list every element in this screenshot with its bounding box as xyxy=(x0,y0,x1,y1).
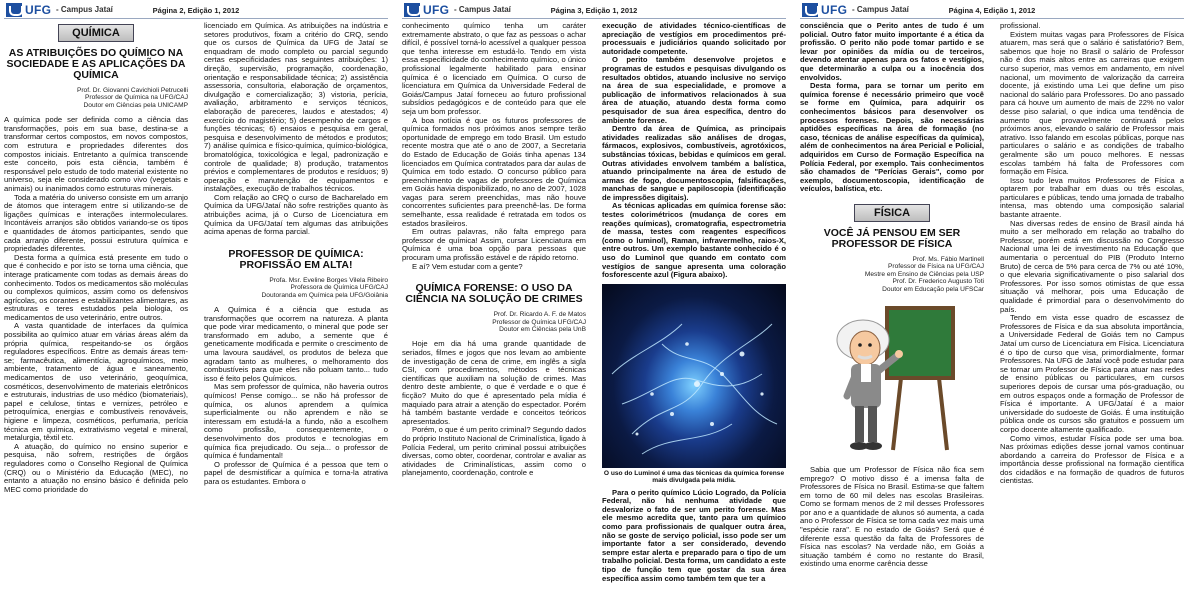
einstein-cartoon xyxy=(827,300,957,460)
author-role: Professora de Química UFG/CAJ xyxy=(290,284,388,292)
author-name: Prof. Dr. Giovanni Cavichioli Petrucelli xyxy=(76,87,188,94)
paragraph: Em outras palavras, não falta emprego para professor de química! Assim, cursar Licenciatura em Química é uma boa opção para pessoas que procuram uma profissão estável e de rápido retorno. xyxy=(402,227,586,263)
author-role: Professor de Química UFG/CAJ xyxy=(492,318,586,326)
campus-label: - Campus Jataí xyxy=(852,5,909,14)
paragraph: licenciado em Química. As atribuições na indústria e setores produtivos, fixam a critério do CRQ, sendo que os cursos de Química da UFG de Jataí se enquadram de modo completo ou parcial segundo certas especificidades nas seguintes atribuições: 1) direção, supervisão, programação, coordenação, orientação e responsabilidade técnica; 2) assistência assessoria, consultoria, elaboração de orçamentos, divulgação e comercialização; 3) vistoria, perícia, avaliação, arbitramento e serviços técnicos, elaboração de pareceres, laudos e atestados; 4) exercício do magistério; 5) desempenho de cargos e funções técnicas; 6) ensaios e pesquisa em geral, pesquisa e desenvolvimento de métodos e produtos; 7) análise química e físico-química, químico-biológica, bromatológica, toxicológica e legal, padronização e controle de qualidade; 8) produção, tratamentos prévios e complementares de produtos e resíduos; 9) operação e manutenção de equipamentos e instalações, execução de trabalhos técnicos. xyxy=(204,22,388,194)
author-name: Profa. Msr. Eveline Borges Vilela Ribeiro xyxy=(269,276,388,284)
paragraph: A vasta quantidade de interfaces da química possibilita ao químico atuar em várias áreas além da própria química, respeitando-se os órgãos reguladores específicos. Entre as demais áreas tem-se; farmacêutica, alimentícia, agroquímicos, meio ambiente, tratamento de água e saneamento, medicamentos de uso veterinário, geoquímica, cosméticos, desenvolvimento de materiais eletrônicos e estruturais, industrias de uso médico (biomateriais), papel e celulose, tintas e vernizes, petróleo e petroquímica, energias e combustíveis renováveis, higiene e limpeza, cosméticos, perfumaria, perícia técnica em química, extrativismo vegetal e mineral, metalurgia, têxtil etc. xyxy=(4,321,188,443)
article-title: AS ATRIBUIÇÕES DO QUÍMICO NA SOCIEDADE E AS APLICAÇÕES DA QUÍMICA xyxy=(6,47,186,81)
paragraph: Com relação ao CRQ o curso de Bacharelado em Química da UFG/Jataí não sofre restrições quanto às atribuições acima, já o Curso de Licenciatura em Química da UFG/Jataí tem algumas das atribuições acima apenas de forma parcial. xyxy=(204,192,388,237)
paragraph: Mas sem professor de química, não haveria outros químicos! Pense comigo... se não há professor de química, os alunos aprendem a química superficialmente ou não aprendem e não se interessam em estudá-la a fundo, não a escolhem como profissão, consequentemente, o desenvolvimento dos produtos e tecnologias em química fica prejudicado. Ou seja... o professor de química é fundamental! xyxy=(204,382,388,461)
author-degree: Doutor em Ciências pela UNICAMP xyxy=(83,101,188,109)
paragraph: consciência que o Perito antes de tudo é um policial. Outro fator muito importante é a ética da profissão. O perito não pode tomar partido e se levar por opiniões da mídia ou de terceiros, devendo atentar apenas para os fatos e vestígios, que determinarão a culpa ou a inocência dos envolvidos. xyxy=(800,22,984,82)
author-name: Prof. Ms. Fábio Martinell xyxy=(912,255,984,263)
paragraph: Nas diversas redes de ensino de Brasil ainda há muito a ser melhorado em relação ao trabalho do Professor, porém está em discussão no Congresso Nacional uma lei de investimento na Educação que aumentaria o percentual do PIB (Produto Interno Bruto) de cerca de 5% para cerca de 7% ou até 10%, o que elevaria significativamente o piso salarial dos Professores. Por isso somos otimistas de que essa situação vá melhorar, pois uma Educação de qualidade é primordial para o desenvolvimento do país. xyxy=(1000,218,1184,314)
paragraph: A atuação, do químico no ensino superior e pesquisa, não sofrem, restrições de órgãos reguladores como o Conselho Regional de Química (CRQ) ou o Ministério da Educação (MEC), no entanto a atuação no ensino básico é definida pelo MEC como prioridade do xyxy=(4,441,188,494)
paragraph: Como vimos, estudar Física pode ser uma boa. Nas próximas edições desse jornal vamos continuar abordando a carreira do Professor de Física e a importância desse profissional na formação científica dos cidadãos e na formação de quadros de futuros cientistas. xyxy=(1000,433,1184,486)
paragraph: Sabia que um Professor de Física não fica sem emprego? O motivo disso é a imensa falta de Professores de Física no Brasil. Estima-se que faltem em torno de 60 mil deles nas escolas Brasileiras. Como se formam menos de 2 mil desses Professores por ano e a quantidade de alunos só aumenta, a cada ano o Professor de Física se torna cada vez mais uma "espécie rara". E no estado de Goiás? Será que é diferente essa questão da falta de Professores de Física nas escolas? Na verdade não, em Goiás a situação também é como no restante do Brasil, existindo uma enorme carência desse xyxy=(800,464,984,569)
column-right xyxy=(602,22,786,592)
paragraph: Tendo em vista esse quadro de escassez de Professores de Física e da sua absoluta importância, a Universidade Federal de Goiás tem no Campus Jataí um curso de Licenciatura em Física. Licenciatura é o tipo de curso que visa, primordialmente, formar Professores. Na UFG de Jataí você pode estudar para se tornar um Professor de Física para atuar nas redes de ensino públicas ou particulares, em cursos superiores depois de cursar uma pós-graduação, ou em outros espaços onde a formação de Professor de Física é importante. A UFG/Jataí é a maior universidade do sudoeste de Goiás. É uma instituição pública onde os cursos são gratuitos e possuem um corpo docente altamente qualificado. xyxy=(1000,313,1184,434)
paragraph: E aí? Vem estudar com a gente? xyxy=(412,261,523,271)
section-label-fisica: FÍSICA xyxy=(854,204,930,222)
paragraph: As técnicas aplicadas em química forense são: testes colorimétricos (mudança de cores em reações químicas), cromatografia, espectrometria de massa, testes com reagentes específicos (como o luminol), Raman, infravermelho, raios-X, entre outros. Um exemplo bastante conhecido é o uso do Luminol que quando em contato com vestígios de sangue apresenta uma coloração fosforescente azul (Figura abaixo). xyxy=(602,201,786,280)
paragraph: Existem muitas vagas para Professores de Física atuarem, mas será que o salário é satisfatório? Bem, sabemos que hoje no Brasil o salário de Professor não é dos mais altos entre as carreiras que exigem curso superior, mas vemos em andamento, em nível nacional, um movimento de valorização da carreira docente, já existindo uma Lei que define um piso nacional do salário para Professores. Do ano passado para cá houve um aumento de mais de 22% no valor desse piso salarial, o que indica uma tendência de aumento que provavelmente continuará pelos próximos anos, elevando o salário de Professor mais atrativo. Isso falando em escolas públicas, porque nas particulares o salário e as condições de trabalho geralmente são um pouco melhores. E nessas escolas também há falta de Professores com formação em Física. xyxy=(1000,29,1184,177)
page-header xyxy=(402,2,786,19)
paragraph: Toda a matéria do universo consiste em um arranjo de átomos que interagem entre si utilizando-se de ligações químicas e interações intermoleculares. Incontáveis arranjos são obtidos variando-se os tipos e quantidades de átomos participantes, sendo que cada arranjo diferente, possui estrutura química e propriedades diferentes. xyxy=(4,192,188,254)
paragraph: A química pode ser definida como a ciência das transformações, pois em sua base, destina-se a transformar certos compostos, em novos compostos, com estrutura e propriedades diferentes dos compostos iniciais. Entretanto a química transcende este conceito, pois esta ciência, também é responsável pelo estudo de todo material existente no universo, seja ele considerado como vivo (vegetais e animais) ou inanimados como estruturas minerais. xyxy=(4,115,188,193)
paragraph: Para o perito químico Lúcio Logrado, da Polícia Federal, não há nenhuma atividade que desvalorize o fato de ser um perito forense. Mas ele mesmo acredita que, tanto para um químico como para profissionais de qualquer outra área, não se goste de serviço policial, isso pode ser um importante fator a ser considerado, devendo sempre estar alerta e preparado para o tipo de um trabalho policial. Desta forma, um candidato a este tipo de função tem que gostar da sua área específica assim como também tem que ter a xyxy=(602,487,786,583)
author-role: Professor de Física na UFG/CAJ xyxy=(887,263,984,271)
luminol-glow-icon xyxy=(602,284,786,468)
byline xyxy=(402,311,586,333)
article-title: VOCÊ JÁ PENSOU EM SER PROFESSOR DE FÍSICA xyxy=(823,226,961,250)
column-right xyxy=(204,22,388,592)
page-info: Página 4, Edição 1, 2012 xyxy=(948,6,1036,15)
byline xyxy=(204,277,388,299)
column-left xyxy=(800,22,984,592)
paragraph: conhecimento químico tenha um caráter extremamente abstrato, o que faz as pessoas o achar difícil, é possível torná-lo acessível a qualquer pessoa que tenha interesse em estudá-lo. Tendo em vista essa especificidade do conhecimento químico, o único profissional legalmente habilitado para ensinar química é o licenciado em Química. O curso de licenciatura em Química da Universidade Federal de Goiás/Campus Jataí forneceu ao futuro profissional subsídios pedagógicos e de conteúdo para que ele seja um bom professor. xyxy=(402,22,586,116)
newspaper-page-2 xyxy=(4,0,388,594)
author-degree: Mestre em Ensino de Ciências pela USP xyxy=(864,270,984,278)
paragraph: O perito também desenvolve projetos e programas de estudos e pesquisas divulgando os resultados obtidos, atuando inclusive no serviço na área de sua especialidade, e promove a publicação de informativos relacionados à sua área de atuação, atuando desta forma como pesquisador de sua área específica, dentro do ambiente forense. xyxy=(602,55,786,125)
paragraph: Dentro da área de Química, as principais atividades realizadas são análises de drogas, fármacos, explosivos, combustíveis, agrotóxicos, substâncias tóxicas, bebidas e químicos em geral. Outras atividades envolvem também a balística, atuando principalmente na área de estudo de armas de fogo, documentoscopia, falsificações, manchas de sangue e papiloscopia (identificação de impressões digitais). xyxy=(602,124,786,202)
paragraph: A boa notícia é que os futuros professores de química formados nos próximos anos sempre terão oportunidade de emprego em todo Brasil. Um estudo recente mostra que até o ano de 2007, a Secretaria do Estado de Educação de Goiás tinha apenas 134 licenciados em Química contratados para dar aulas de Química em todo estado. O concurso público para preenchimento de vagas de professores de Química em Goiás havia disponibilizado, no ano de 2007, 1028 vagas para serem preenchidas, mas não houve concorrentes suficientes para preenchê-las. De forma semelhante, essa realidade é retratada em todos os estados brasileiros. xyxy=(402,115,586,228)
paragraph: Desta forma, para se tornar um perito em química forense é necessário primeiro que você se forme em Química, para adquirir os conhecimentos básicos para desenvolver os processos forenses. Depois, são necessárias aptidões específicas na área de formação (no caso, técnicas de análise específicas da química), além de conhecimentos na área Pericial e Policial, adquiridos em Curso de Formação Específica na Polícia Federal, por exemplo. Tais conhecimentos são chamados de "Perícias Gerais", como por exemplo, documentoscopia, identificação de veículos, balística, etc. xyxy=(800,81,984,194)
newspaper-page-4 xyxy=(800,0,1184,594)
column-left xyxy=(402,22,586,592)
article-title: QUÍMICA FORENSE: O USO DA CIÊNCIA NA SOLUÇÃO DE CRIMES xyxy=(405,282,583,306)
author-name: Prof. Dr. Frederico Augusto Toti xyxy=(892,278,984,286)
author-degree: Doutoranda em Química pela UFG/Goiânia xyxy=(261,291,388,299)
campus-label: - Campus Jataí xyxy=(56,5,113,14)
paragraph: A Química é a ciência que estuda as transformações que ocorrem na natureza. A planta que pode virar medicamento, o mineral que pode ser transformado em adubo, a semente que é geneticamente modificada e permite o crescimento de uma lavoura saudável, os produtos de beleza que agradam tanto as mulheres, o melhoramento dos combustíveis para que eles não poluam tanto... tudo isso é feito pelos Químicos. xyxy=(204,305,388,383)
photo-caption: O uso do Luminol é uma das técnicas da química forense mais divulgada pela mídia. xyxy=(603,469,785,485)
paragraph: Isso tudo leva muitos Professores de Física a optarem por trabalhar em duas ou três escolas, particulares e públicas, tendo uma jornada de trabalho intensa, mas obtendo uma composição salarial bastante atraente. xyxy=(1000,175,1184,220)
luminol-photo xyxy=(602,284,786,468)
logo-text: UFG xyxy=(423,3,450,17)
author-name: Prof. Dr. Ricardo A. F. de Matos xyxy=(493,311,586,319)
campus-label: - Campus Jataí xyxy=(454,5,511,14)
column-right xyxy=(1000,22,1184,592)
article-title: PROFESSOR DE QUÍMICA: PROFISSÃO EM ALTA! xyxy=(228,247,364,271)
author-degree: Doutor em Educação pela UFSCar xyxy=(882,285,984,293)
byline xyxy=(4,87,188,109)
paragraph: profissional. xyxy=(1000,22,1041,30)
paragraph: O professor de Química é a pessoa que tem o papel de desmistificar a química e torna-la atrativa para os estudantes. Embora o xyxy=(204,459,388,486)
newspaper-page-3 xyxy=(402,0,786,594)
paragraph: Hoje em dia há uma grande quantidade de seriados, filmes e jogos que nos levam ao ambiente de investigação de cena de crime, em inglês a sigla CSI, com procedimentos, métodos e técnicas científicas que auxiliam na solução de crimes. Mas dentro deste ambiente, o que é verdade e o que é ficção? Muito do que é apresentado pela mídia é maquiado para atrair a atenção do espectador. Porém há também bastante verdade e conceitos teóricos apresentados. xyxy=(402,339,586,426)
section-label-quimica: QUÍMICA xyxy=(58,24,134,42)
page-header xyxy=(800,2,1184,19)
page-header xyxy=(4,2,388,19)
author-role: Professor de Química na UFG/CAJ xyxy=(85,94,188,102)
column-left xyxy=(4,22,188,592)
paragraph: Porém, o que é um perito criminal? Segundo dados do próprio Instituto Nacional de Criminalística, ligado à Polícia Federal, um perito criminal possui atribuições diversas, como obter, coordenar, controlar e avaliar as atividades de Criminalísticas, assim como o planejamento, coordenação, controle e xyxy=(402,425,586,478)
einstein-blackboard-icon xyxy=(827,300,957,460)
paragraph: Desta forma a química está presente em tudo o que é conhecido e por isto se torna uma ciência, que interage praticamente com todas as demais áreas do conhecimento. Todos os medicamentos são moléculas ou complexos químicos, assim como os defensivos agrícolas, os corantes e estabilizantes alimentares, as estruturas e teres estudados pela biologia, os medicamentos de uso veterinário, entre outros. xyxy=(4,252,188,322)
byline xyxy=(800,256,984,293)
page-info: Página 2, Edição 1, 2012 xyxy=(152,6,240,15)
page-info: Página 3, Edição 1, 2012 xyxy=(550,6,638,15)
author-degree: Doutor em Ciências pela UnB xyxy=(499,326,586,334)
logo-text: UFG xyxy=(25,3,52,17)
logo-text: UFG xyxy=(821,3,848,17)
paragraph: execução de atividades técnico-científicas de apreciação de vestígios em procedimentos pré-processuais e judiciários quando solicitado por autoridade competente. xyxy=(602,22,786,56)
